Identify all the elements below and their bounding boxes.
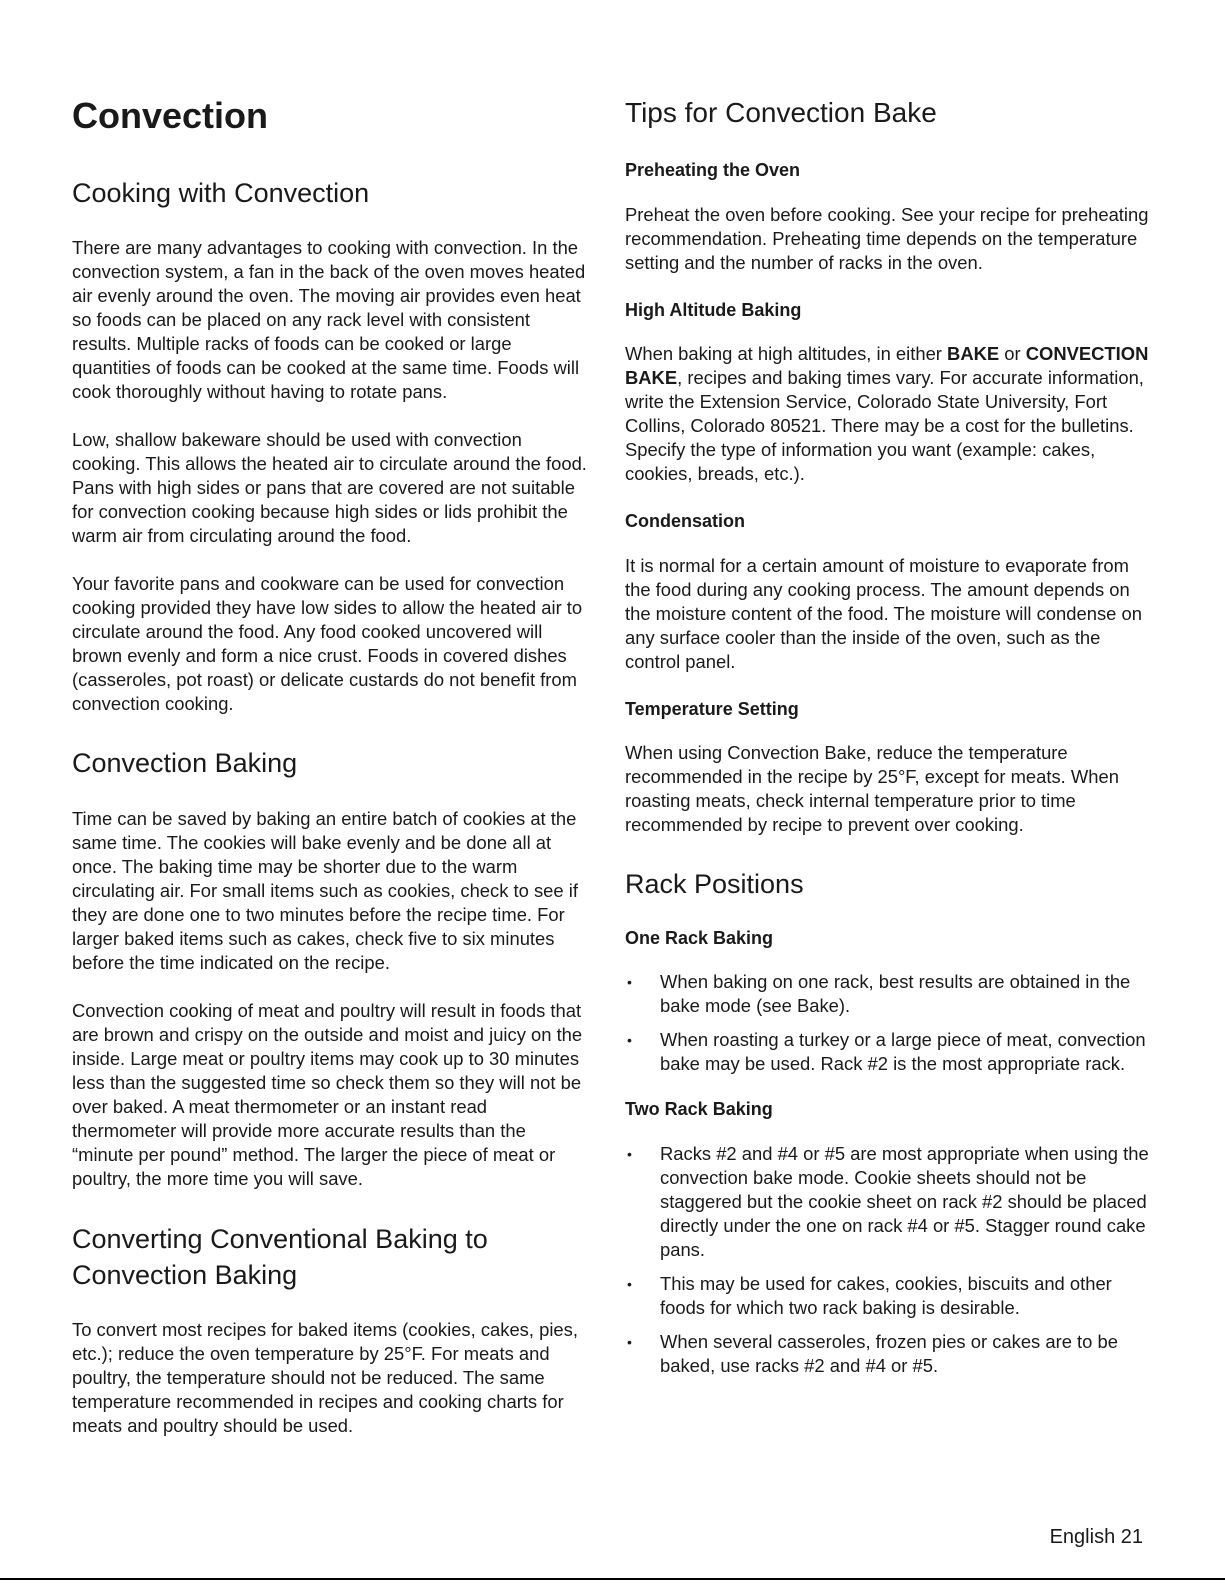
altitude-text-b: or — [999, 343, 1026, 365]
bullet-icon: • — [627, 1032, 632, 1049]
page-number: English 21 — [1049, 1526, 1143, 1548]
list-item — [625, 1142, 1150, 1262]
bottom-divider — [0, 1578, 1225, 1580]
condensation-paragraph: It is normal for a certain amount of moisture to evaporate from the food during any cooking process. The amount depends on the moisture content of the food. The moisture will condense on any surface cooler than the inside of the oven, such as the control panel. — [625, 554, 1142, 672]
list-item-text: Racks #2 and #4 or #5 are most appropriate when using the convection bake mode. Cookie sheets should not be staggered but the cookie sheet on rack #2 should be placed directly under the one on rack #4 or #5. Stagger round cake pans. — [660, 1142, 1149, 1260]
altitude-text-c: , recipes and baking times vary. For accurate information, write the Extension Service, Colorado State University, Fort Collins, Colorado 80521. There may be a cost for the bulletins. Specify the type of information you want (example: cakes, cookies, breads, etc.). — [625, 367, 1144, 485]
converting-heading — [72, 1221, 592, 1293]
temperature-setting-paragraph: When using Convection Bake, reduce the temperature recommended in the recipe by 25°F, except for meats. When roasting meats, check internal temperature prior to time recommended by recipe to prevent over cooking. — [625, 741, 1119, 835]
converting-heading-line-1: Converting Conventional Baking to — [72, 1223, 488, 1254]
list-item — [625, 970, 1150, 1018]
list-item — [625, 1272, 1150, 1320]
cooking-paragraph-1: There are many advantages to cooking with convection. In the convection system, a fan in the back of the oven moves heated air evenly around the oven. The moving air provides even heat so foods can be placed on any rack level with consistent results. Multiple racks of foods can be cooked or large quantities of foods can be cooked at the same time. Foods will cook thoroughly without having to rotate pans. — [72, 237, 586, 403]
two-rack-baking-heading: Two Rack Baking — [625, 1099, 773, 1120]
condensation-heading: Condensation — [625, 511, 745, 532]
baking-paragraph-2: Convection cooking of meat and poultry will result in foods that are brown and crispy on the outside and moist and juicy on the inside. Large meat or poultry items may cook up to 30 minutes less than the suggested time so check them so they will not be over baked. A meat thermometer or an instant read thermometer will provide more accurate results than the “minute per pound” method. The larger the piece of meat or poultry, the more time you will save. — [72, 999, 583, 1189]
cooking-with-convection-heading: Cooking with Convection — [72, 178, 370, 209]
right-column — [625, 95, 1150, 1400]
list-item-text: This may be used for cakes, cookies, biscuits and other foods for which two rack baking is desirable. — [660, 1272, 1112, 1318]
bullet-icon: • — [627, 974, 632, 991]
list-item — [625, 1028, 1150, 1076]
temperature-setting-heading: Temperature Setting — [625, 698, 799, 719]
convection-bake-mode-label: CONVECTION BAKE — [625, 343, 1149, 389]
bake-mode-label: BAKE — [947, 343, 1000, 365]
list-item-text: When roasting a turkey or a large piece of meat, convection bake may be used. Rack #2 is the most appropriate rack. — [660, 1029, 1146, 1075]
left-column — [72, 95, 592, 1462]
bullet-icon: • — [627, 1333, 632, 1350]
rack-positions-heading: Rack Positions — [625, 868, 804, 899]
bullet-icon: • — [627, 1145, 632, 1162]
converting-paragraph-1: To convert most recipes for baked items (cookies, cakes, pies, etc.); reduce the oven temperature by 25°F. For meats and poultry, the temperature should not be reduced. The same temperature recommended in recipes and cooking charts for meats and poultry should be used. — [72, 1318, 578, 1436]
cooking-paragraph-3: Your favorite pans and cookware can be used for convection cooking provided they have low sides to allow the heated air to circulate around the food. Any food cooked uncovered will brown evenly and form a nice crust. Foods in covered dishes (casseroles, pot roast) or delicate custards do not benefit from convection cooking. — [72, 573, 583, 715]
convection-baking-heading: Convection Baking — [72, 748, 298, 779]
one-rack-list — [625, 970, 1150, 1076]
altitude-text-a: When baking at high altitudes, in either — [625, 343, 948, 365]
tips-heading: Tips for Convection Bake — [625, 97, 937, 128]
high-altitude-heading: High Altitude Baking — [625, 299, 802, 320]
one-rack-baking-heading: One Rack Baking — [625, 928, 774, 949]
baking-paragraph-1: Time can be saved by baking an entire batch of cookies at the same time. The cookies will bake evenly and be done all at once. The baking time may be shorter due to the warm circulating air. For small items such as cookies, check to see if they are done one to two minutes before the recipe time. For larger baked items such as cakes, check five to six minutes before the time indicated on the recipe. — [72, 807, 578, 973]
page-title: Convection — [72, 95, 269, 136]
cooking-paragraph-2: Low, shallow bakeware should be used with convection cooking. This allows the heated air to circulate around the food. Pans with high sides or pans that are covered are not suitable for convection cooking because high sides or lids prohibit the warm air from circulating around the food. — [72, 429, 587, 547]
bullet-icon: • — [627, 1275, 632, 1292]
list-item — [625, 1330, 1150, 1378]
preheating-heading: Preheating the Oven — [625, 160, 801, 181]
high-altitude-paragraph — [625, 342, 1150, 486]
converting-heading-line-2: Convection Baking — [72, 1259, 298, 1290]
two-rack-list — [625, 1142, 1150, 1378]
list-item-text: When several casseroles, frozen pies or cakes are to be baked, use racks #2 and #4 or #5. — [660, 1330, 1118, 1376]
list-item-text: When baking on one rack, best results are obtained in the bake mode (see Bake). — [660, 971, 1131, 1017]
preheating-paragraph: Preheat the oven before cooking. See your recipe for preheating recommendation. Preheating time depends on the temperature setting and the number of racks in the oven. — [625, 203, 1149, 273]
